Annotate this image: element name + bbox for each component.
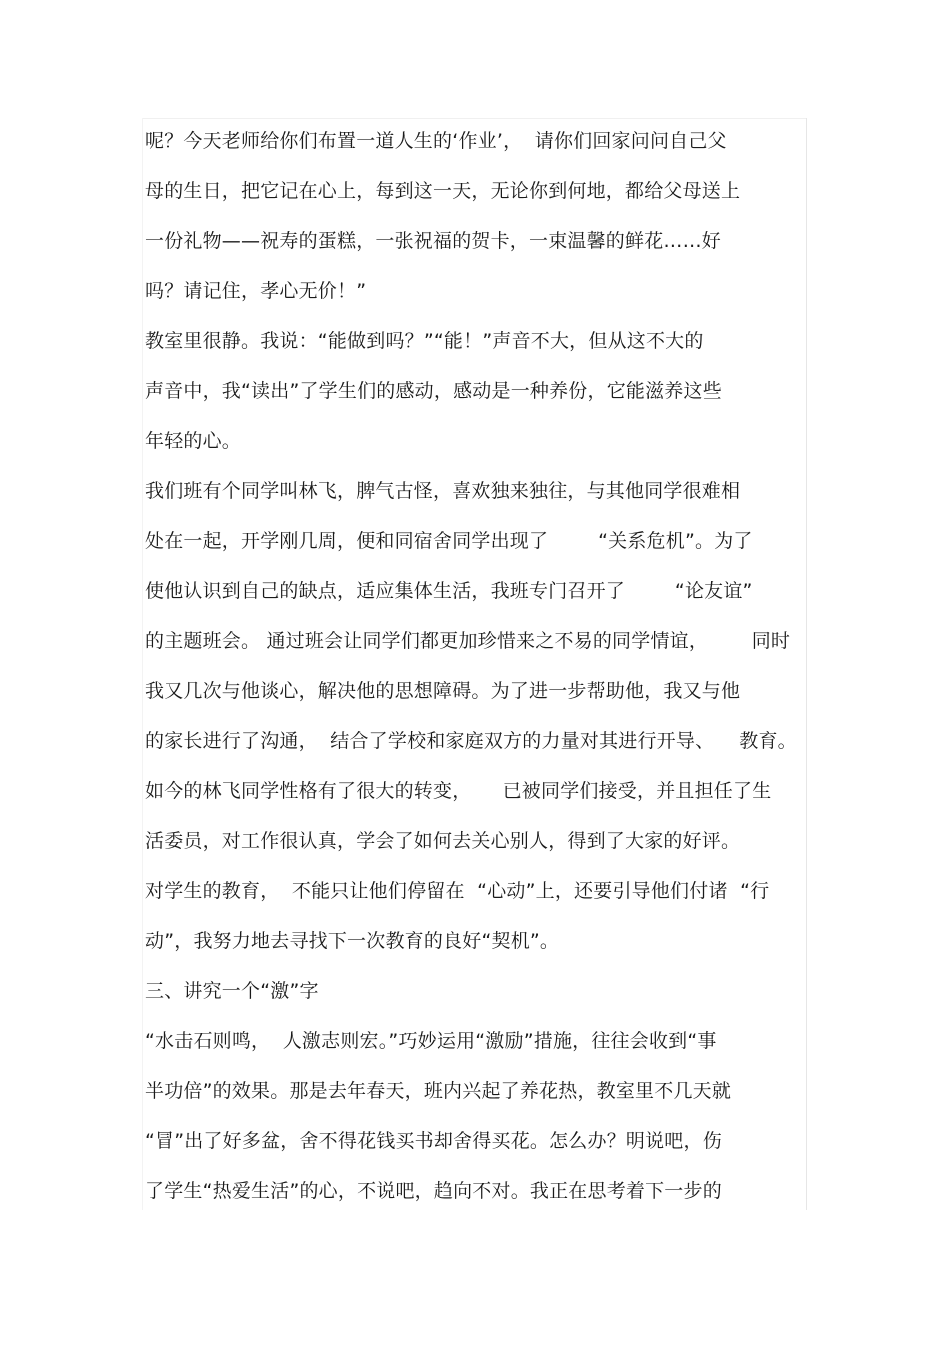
text-line: 母的生日，把它记在心上，每到这一天，无论你到何地，都给父母送上	[145, 180, 741, 202]
page-frame-top	[142, 118, 807, 119]
text-line: 呢？今天老师给你们布置一道人生的‘作业’， 请你们回家问问自己父	[145, 130, 727, 152]
text-line: 处在一起，开学刚几周，便和同宿舍同学出现了 “关系危机”。为了	[145, 530, 753, 552]
text-line: 对学生的教育， 不能只让他们停留在 “心动”上，还要引导他们付诸 “行	[145, 880, 770, 902]
section-heading: 三、讲究一个“激”字	[145, 980, 319, 1002]
text-line: “水击石则鸣， 人激志则宏。”巧妙运用“激励”措施，往往会收到“事	[145, 1030, 717, 1052]
text-line: 如今的林飞同学性格有了很大的转变， 已被同学们接受，并且担任了生	[145, 780, 772, 802]
text-line: 动”，我努力地去寻找下一次教育的良好“契机”。	[145, 930, 560, 952]
text-line: 吗？请记住，孝心无价！”	[145, 280, 367, 302]
text-line: “冒”出了好多盆，舍不得花钱买书却舍得买花。怎么办？明说吧，伤	[145, 1130, 722, 1152]
text-line: 了学生“热爱生活”的心，不说吧，趋向不对。我正在思考着下一步的	[145, 1180, 722, 1202]
text-line: 教室里很静。我说：“能做到吗？”“能！”声音不大，但从这不大的	[145, 330, 704, 352]
text-line: 我们班有个同学叫林飞，脾气古怪，喜欢独来独往，与其他同学很难相	[145, 480, 741, 502]
text-line: 活委员，对工作很认真，学会了如何去关心别人，得到了大家的好评。	[145, 830, 741, 852]
page-frame-left	[142, 118, 143, 1210]
text-line: 的家长进行了沟通， 结合了学校和家庭双方的力量对其进行开导、 教育。	[145, 730, 797, 752]
text-line: 的主题班会。 通过班会让同学们都更加珍惜来之不易的同学情谊， 同时	[145, 630, 791, 652]
text-line: 一份礼物——祝寿的蛋糕，一张祝福的贺卡，一束温馨的鲜花……好	[145, 230, 722, 252]
page-frame-right	[806, 118, 807, 1210]
text-line: 年轻的心。	[145, 430, 242, 452]
text-line: 使他认识到自己的缺点，适应集体生活，我班专门召开了 “论友谊”	[145, 580, 753, 602]
text-line: 我又几次与他谈心，解决他的思想障碍。为了进一步帮助他，我又与他	[145, 680, 741, 702]
text-line: 声音中，我“读出”了学生们的感动，感动是一种养份，它能滋养这些	[145, 380, 722, 402]
text-line: 半功倍”的效果。那是去年春天，班内兴起了养花热，教室里不几天就	[145, 1080, 732, 1102]
